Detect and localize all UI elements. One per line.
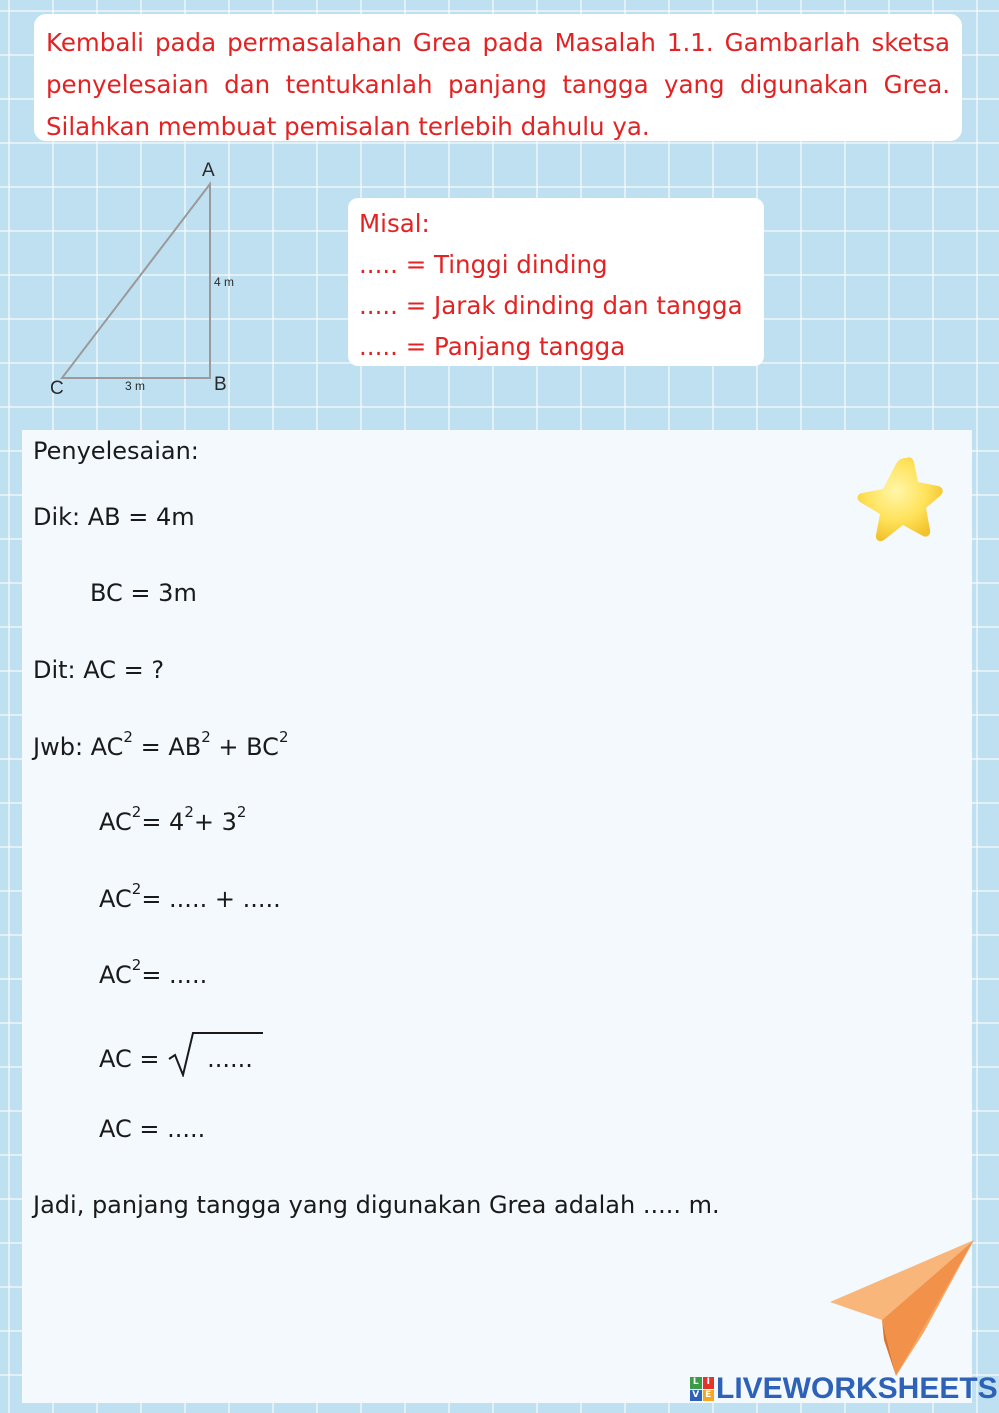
ac-label: AC [99,885,132,913]
logo-letter-i: I [703,1377,715,1389]
logo-badge [690,1377,714,1401]
step-4-radicand: ...... [207,1045,253,1073]
exponent: 2 [131,803,142,821]
jwb-mid2: + BC [210,733,279,761]
solution-heading: Penyelesaian: [33,437,199,465]
step-3-line [99,956,208,990]
step-2-line [99,880,281,914]
logo-text: LIVEWORKSHEETS [716,1372,998,1405]
misal-title: Misal: [359,209,430,238]
paper-plane-icon [824,1236,976,1388]
logo-letter-l: L [690,1377,702,1389]
misal-item-tinggi-dinding: ..... = Tinggi dinding [359,250,608,279]
step-4-lhs: AC = [99,1045,160,1073]
exponent: 2 [278,728,289,746]
jwb-line [33,728,289,762]
dit-line: Dit: AC = ? [33,656,165,684]
exponent: 2 [184,803,194,821]
vertex-b-label: B [214,374,227,395]
ac-label: AC [99,808,132,836]
vertex-c-label: C [50,378,64,399]
logo-letter-e: E [703,1390,715,1402]
jwb-mid1: = AB [132,733,202,761]
triangle-shape [62,184,210,378]
square-root-sign [167,1031,263,1077]
right-triangle-diagram [40,150,260,410]
step-5-line: AC = ..... [99,1115,206,1143]
exponent: 2 [131,880,142,898]
liveworksheets-logo [690,1372,998,1406]
misal-item-panjang-tangga: ..... = Panjang tangga [359,332,626,361]
side-bc-label: 3 m [125,379,146,393]
dik-line-1: Dik: AB = 4m [33,503,195,531]
exponent: 2 [131,956,142,974]
step-2-rest: = ..... + ..... [141,885,281,913]
side-ab-label: 4 m [214,275,235,289]
prompt-box [34,14,962,141]
exponent: 2 [123,728,133,746]
logo-letter-v: V [690,1390,702,1402]
jwb-prefix: Jwb: AC [33,733,124,761]
step-1-line [99,803,247,837]
step-4-line [99,1037,263,1083]
misal-box [348,198,764,366]
step-1-rest: = 4 [141,808,185,836]
step-3-rest: = ..... [141,961,208,989]
star-icon [848,452,948,552]
exponent: 2 [201,728,211,746]
misal-item-jarak: ..... = Jarak dinding dan tangga [359,291,743,320]
prompt-text: Kembali pada permasalahan Grea pada Masalah 1.1. Gambarlah sketsa penyelesaian dan tentukanlah panjang tangga yang digunakan Grea. Silahkan membuat pemisalan terlebih dahulu ya. [46,28,950,141]
dik-line-2: BC = 3m [90,579,197,607]
step-1-plus: + 3 [193,808,237,836]
conclusion-line: Jadi, panjang tangga yang digunakan Grea adalah ..... m. [33,1191,720,1219]
exponent: 2 [236,803,247,821]
vertex-a-label: A [202,160,215,181]
ac-label: AC [99,961,132,989]
